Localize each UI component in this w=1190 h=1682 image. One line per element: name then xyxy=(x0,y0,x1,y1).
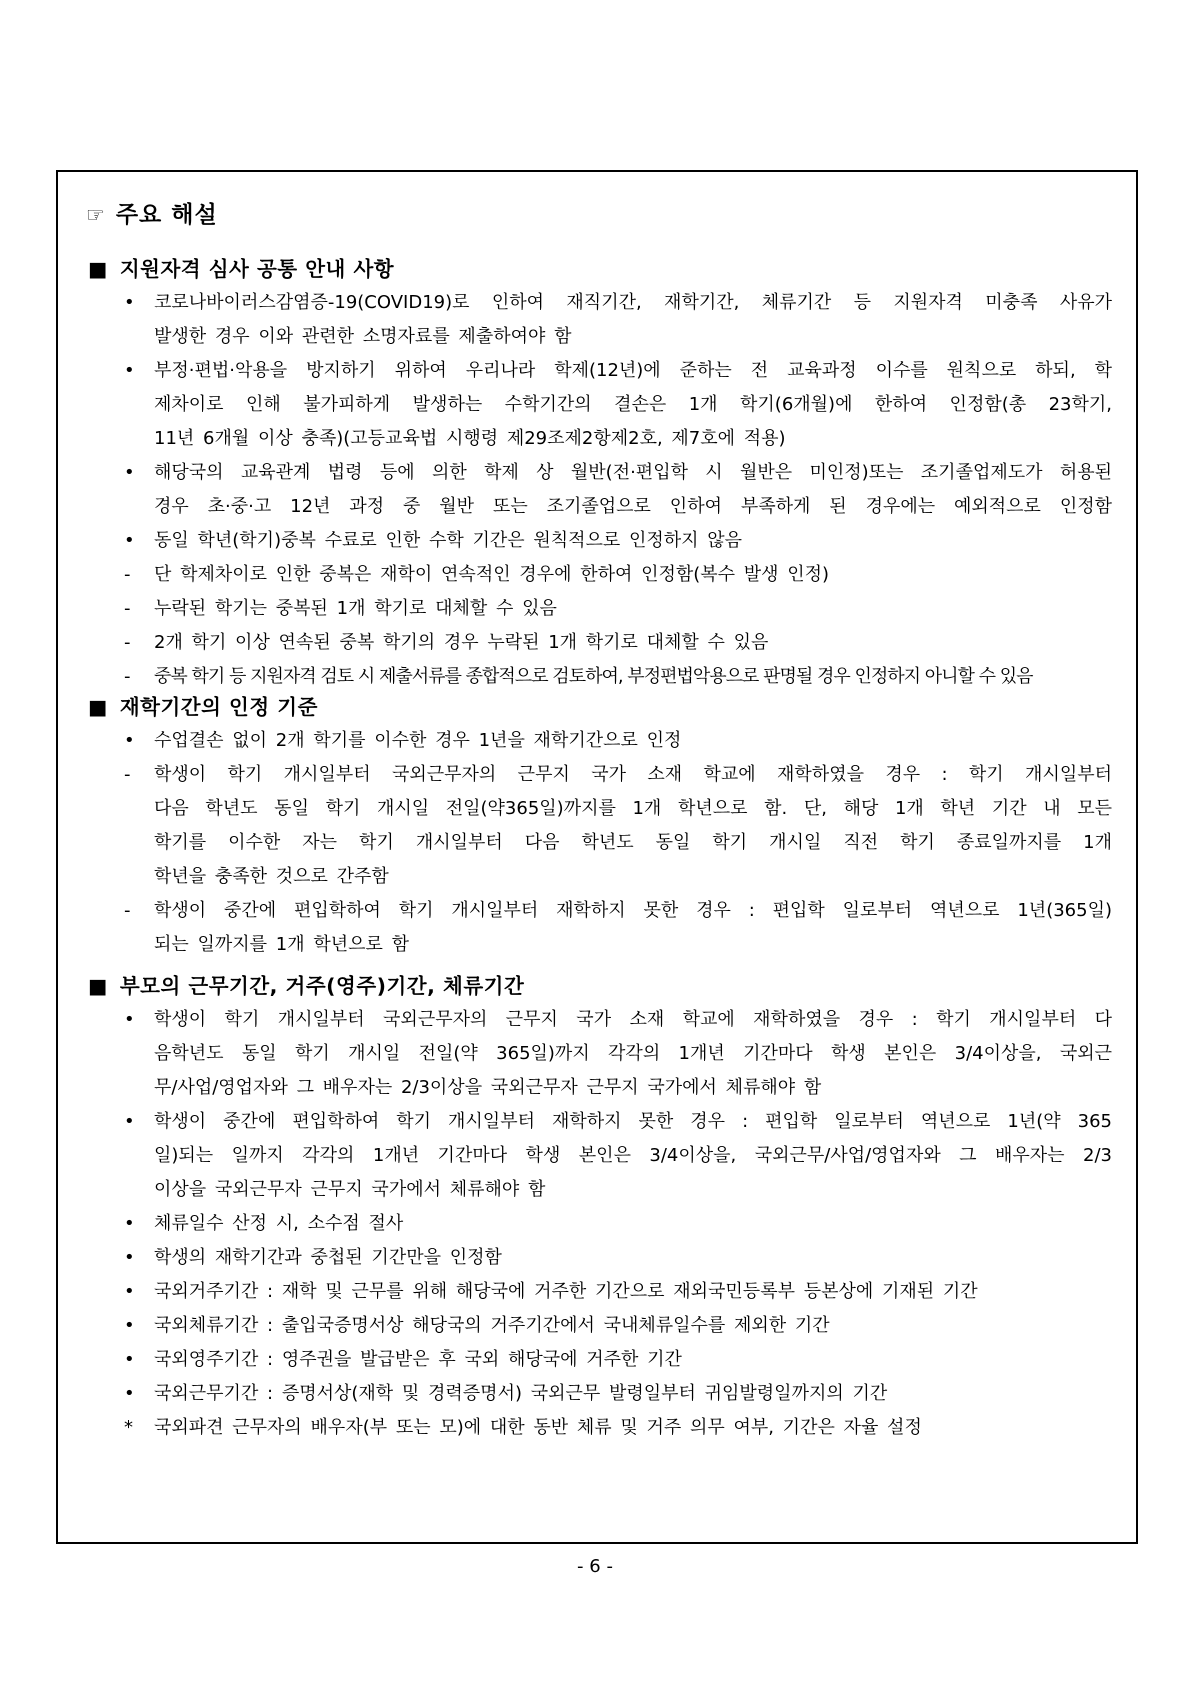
list-item-line: 누락된 학기는 중복된 1개 학기로 대체할 수 있음 xyxy=(154,598,557,619)
list-item-line: 중복 학기 등 지원자격 검토 시 제출서류를 종합적으로 검토하여, 부정편법악용으로 판명될 경우 인정하지 아니할 수 있음 xyxy=(154,666,1033,687)
list-item-line: 국외근무기간 : 증명서상(재학 및 경력증명서) 국외근무 발령일부터 귀임발령일까지의 기간 xyxy=(154,1383,888,1404)
list-item xyxy=(88,1275,1112,1309)
square-bullet-icon: ■ xyxy=(88,257,108,281)
list-item-line: 국외파견 근무자의 배우자(부 또는 모)에 대한 동반 체류 및 거주 의무 여부, 기간은 자율 설정 xyxy=(154,1417,922,1438)
list-marker: - xyxy=(124,598,131,619)
commentary-title-text: 주요 해설 xyxy=(115,202,218,228)
section-parent-periods xyxy=(88,969,1112,1445)
section-enrollment-criteria xyxy=(88,690,1112,962)
list-marker: • xyxy=(124,1281,135,1302)
commentary-box xyxy=(56,170,1138,1544)
list-item xyxy=(88,724,1112,758)
list-item-line: 해당국의 교육관계 법령 등에 의한 학제 상 월반(전·편입학 시 월반은 미인정)또는 조기졸업제도가 허용된 xyxy=(154,462,1112,483)
list-item-line: 학생의 재학기간과 중첩된 기간만을 인정함 xyxy=(154,1247,502,1268)
list-marker: • xyxy=(124,292,135,313)
section-heading xyxy=(88,690,1112,724)
list-item xyxy=(88,1241,1112,1275)
list-marker: - xyxy=(124,666,131,687)
list-item-line: 학생이 중간에 편입학하여 학기 개시일부터 재학하지 못한 경우 : 편입학 일로부터 역년으로 1년(365일) xyxy=(154,900,1112,921)
list-item-line: 학기를 이수한 자는 학기 개시일부터 다음 학년도 동일 학기 개시일 직전 학기 종료일까지를 1개 xyxy=(154,832,1112,853)
section-heading xyxy=(88,252,1112,286)
list-item xyxy=(88,894,1112,962)
section-eligibility-common xyxy=(88,252,1112,694)
commentary-title xyxy=(86,196,218,229)
list-item-line: 2개 학기 이상 연속된 중복 학기의 경우 누락된 1개 학기로 대체할 수 있음 xyxy=(154,632,769,653)
list-marker: • xyxy=(124,1315,135,1336)
list-marker: • xyxy=(124,1111,135,1132)
list-marker: • xyxy=(124,730,135,751)
list-marker: - xyxy=(124,900,131,921)
list-item-line: 코로나바이러스감염증-19(COVID19)로 인하여 재직기간, 재학기간, 체류기간 등 지원자격 미충족 사유가 xyxy=(154,292,1112,313)
list-item-line: 국외거주기간 : 재학 및 근무를 위해 해당국에 거주한 기간으로 재외국민등록부 등본상에 기재된 기간 xyxy=(154,1281,978,1302)
list-item xyxy=(88,1309,1112,1343)
list-item-line: 국외영주기간 : 영주권을 발급받은 후 국외 해당국에 거주한 기간 xyxy=(154,1349,682,1370)
list-item-line: 제차이로 인해 불가피하게 발생하는 수학기간의 결손은 1개 학기(6개월)에 한하여 인정함(총 23학기, xyxy=(154,394,1112,415)
list-marker: * xyxy=(124,1417,133,1438)
list-item-line: 무/사업/영업자와 그 배우자는 2/3이상을 국외근무자 근무지 국가에서 체류해야 함 xyxy=(154,1077,822,1098)
square-bullet-icon: ■ xyxy=(88,695,108,719)
list-marker: • xyxy=(124,1213,135,1234)
list-item xyxy=(88,1207,1112,1241)
list-item-line: 학생이 학기 개시일부터 국외근무자의 근무지 국가 소재 학교에 재학하였을 경우 : 학기 개시일부터 xyxy=(154,764,1112,785)
list-marker: • xyxy=(124,1349,135,1370)
list-item xyxy=(88,758,1112,894)
list-item xyxy=(88,592,1112,626)
list-item xyxy=(88,1105,1112,1207)
list-item-line: 음학년도 동일 학기 개시일 전일(약 365일)까지 각각의 1개년 기간마다 학생 본인은 3/4이상을, 국외근 xyxy=(154,1043,1112,1064)
list-item-line: 되는 일까지를 1개 학년으로 함 xyxy=(154,934,409,955)
list-marker: • xyxy=(124,530,135,551)
list-marker: • xyxy=(124,1247,135,1268)
pointing-hand-icon: ☞ xyxy=(86,203,106,227)
list-item-line: 동일 학년(학기)중복 수료로 인한 수학 기간은 원칙적으로 인정하지 않음 xyxy=(154,530,743,551)
list-marker: - xyxy=(124,764,131,785)
list-marker: • xyxy=(124,1383,135,1404)
list-item xyxy=(88,1003,1112,1105)
list-marker: • xyxy=(124,1009,135,1030)
list-item xyxy=(88,354,1112,456)
section-heading-text: 부모의 근무기간, 거주(영주)기간, 체류기간 xyxy=(119,974,525,998)
section-heading-text: 지원자격 심사 공통 안내 사항 xyxy=(119,257,395,281)
list-item xyxy=(88,524,1112,558)
list-item xyxy=(88,558,1112,592)
list-item-line: 체류일수 산정 시, 소수점 절사 xyxy=(154,1213,404,1234)
list-marker: • xyxy=(124,360,135,381)
list-item-line: 수업결손 없이 2개 학기를 이수한 경우 1년을 재학기간으로 인정 xyxy=(154,730,682,751)
list-item-line: 학년을 충족한 것으로 간주함 xyxy=(154,866,389,887)
list-item xyxy=(88,626,1112,660)
list-item-line: 발생한 경우 이와 관련한 소명자료를 제출하여야 함 xyxy=(154,326,572,347)
list-item-line: 학생이 중간에 편입학하여 학기 개시일부터 재학하지 못한 경우 : 편입학 일로부터 역년으로 1년(약 365 xyxy=(154,1111,1112,1132)
list-marker: • xyxy=(124,462,135,483)
list-item-line: 일)되는 일까지 각각의 1개년 기간마다 학생 본인은 3/4이상을, 국외근무/사업/영업자와 그 배우자는 2/3 xyxy=(154,1145,1112,1166)
list-item-line: 부정·편법·악용을 방지하기 위하여 우리나라 학제(12년)에 준하는 전 교육과정 이수를 원칙으로 하되, 학 xyxy=(154,360,1112,381)
list-item-line: 다음 학년도 동일 학기 개시일 전일(약365일)까지를 1개 학년으로 함. 단, 해당 1개 학년 기간 내 모든 xyxy=(154,798,1112,819)
list-item-line: 경우 초·중·고 12년 과정 중 월반 또는 조기졸업으로 인하여 부족하게 된 경우에는 예외적으로 인정함 xyxy=(154,496,1112,517)
list-item-line: 11년 6개월 이상 충족)(고등교육법 시행령 제29조제2항제2호, 제7호에 적용) xyxy=(154,428,786,449)
list-item-line: 국외체류기간 : 출입국증명서상 해당국의 거주기간에서 국내체류일수를 제외한 기간 xyxy=(154,1315,830,1336)
list-item xyxy=(88,1411,1112,1445)
list-item xyxy=(88,660,1112,694)
square-bullet-icon: ■ xyxy=(88,974,108,998)
list-item xyxy=(88,1343,1112,1377)
list-item xyxy=(88,1377,1112,1411)
list-marker: - xyxy=(124,632,131,653)
list-item-line: 이상을 국외근무자 근무지 국가에서 체류해야 함 xyxy=(154,1179,546,1200)
list-item-line: 단 학제차이로 인한 중복은 재학이 연속적인 경우에 한하여 인정함(복수 발생 인정) xyxy=(154,564,830,585)
page-number: - 6 - xyxy=(577,1556,613,1577)
list-item xyxy=(88,456,1112,524)
list-item xyxy=(88,286,1112,354)
section-heading-text: 재학기간의 인정 기준 xyxy=(119,695,318,719)
list-item-line: 학생이 학기 개시일부터 국외근무자의 근무지 국가 소재 학교에 재학하였을 경우 : 학기 개시일부터 다 xyxy=(154,1009,1112,1030)
list-marker: - xyxy=(124,564,131,585)
section-heading xyxy=(88,969,1112,1003)
